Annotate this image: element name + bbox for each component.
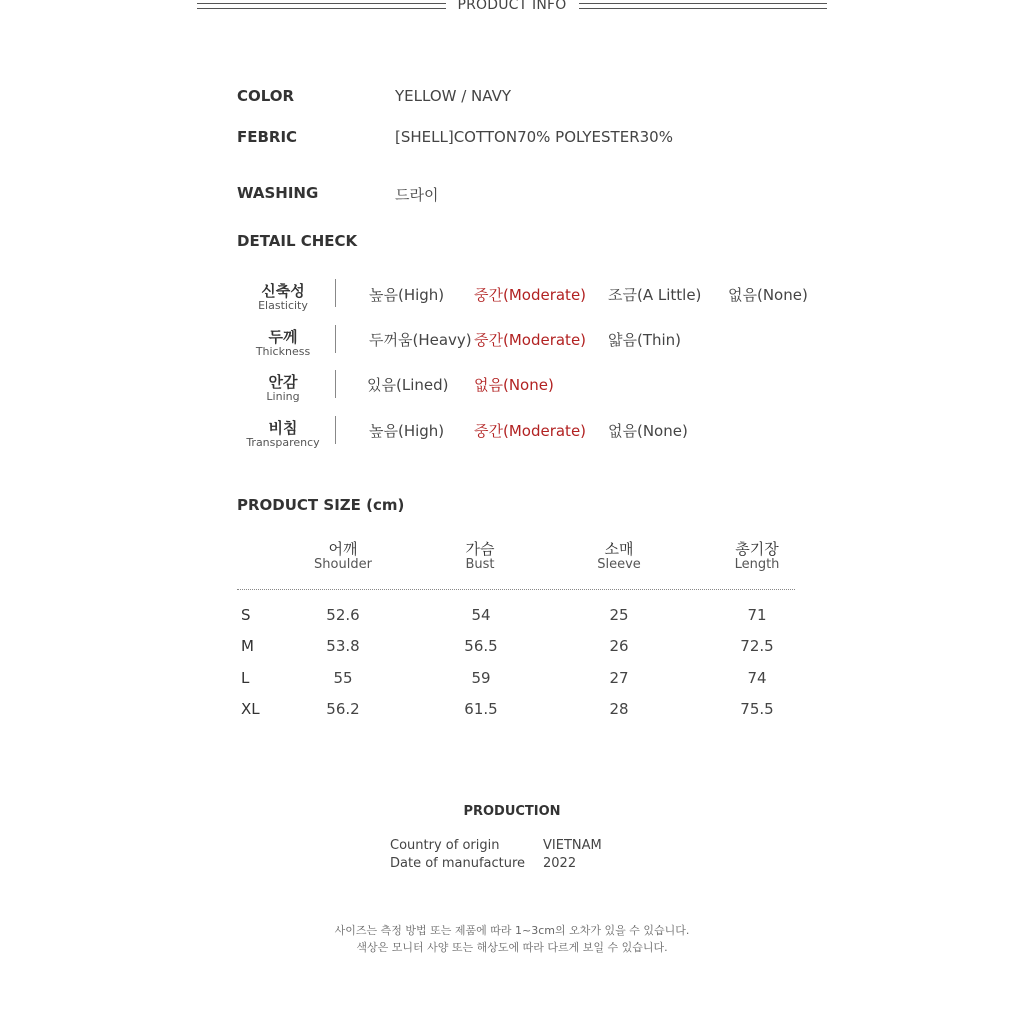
- detail-divider: [335, 416, 336, 444]
- detail-divider: [335, 370, 336, 398]
- detail-sub-elasticity: Elasticity: [258, 299, 308, 312]
- detail-divider: [335, 279, 336, 307]
- washing-label: WASHING: [237, 184, 319, 202]
- production-title: PRODUCTION: [463, 804, 561, 819]
- size-cell: 56.2: [326, 700, 360, 718]
- size-cell: 75.5: [740, 700, 774, 718]
- size-col-sleeve-en: Sleeve: [597, 557, 641, 572]
- size-cell: 27: [609, 669, 629, 687]
- detail-option: 조금(A Little): [608, 286, 702, 304]
- country-of-origin-value: VIETNAM: [543, 838, 602, 853]
- detail-option: 중간(Moderate): [474, 286, 587, 304]
- size-cell: 52.6: [326, 606, 360, 624]
- size-cell: 55: [333, 669, 353, 687]
- size-note: 사이즈는 측정 방법 또는 제품에 따라 1~3cm의 오차가 있을 수 있습니다.: [334, 924, 690, 937]
- fabric-value: [SHELL]COTTON70% POLYESTER30%: [395, 128, 673, 146]
- detail-label-transparency: 비침: [268, 419, 298, 437]
- size-cell: 71: [747, 606, 767, 624]
- washing-value: 드라이: [395, 186, 439, 204]
- size-col-length-en: Length: [734, 557, 780, 572]
- size-row-label: S: [241, 606, 251, 624]
- size-col-sleeve-kr: 소매: [604, 540, 634, 558]
- size-col-shoulder-kr: 어깨: [328, 540, 358, 558]
- detail-divider: [335, 325, 336, 353]
- detail-option: 있음(Lined): [367, 376, 449, 394]
- detail-option: 없음(None): [608, 422, 688, 440]
- size-cell: 54: [471, 606, 491, 624]
- size-cell: 61.5: [464, 700, 498, 718]
- detail-label-lining: 안감: [268, 373, 298, 391]
- detail-option: 중간(Moderate): [474, 331, 587, 349]
- detail-label-elasticity: 신축성: [261, 282, 305, 300]
- size-table-divider: [237, 589, 795, 590]
- detail-sub-thickness: Thickness: [255, 345, 311, 358]
- detail-option: 두꺼움(Heavy): [369, 331, 472, 349]
- date-of-manufacture-value: 2022: [543, 856, 577, 871]
- size-col-bust-en: Bust: [465, 557, 495, 572]
- date-of-manufacture-label: Date of manufacture: [390, 856, 526, 871]
- size-cell: 26: [609, 637, 629, 655]
- detail-label-thickness: 두께: [268, 328, 298, 346]
- size-col-length-kr: 총기장: [735, 540, 779, 558]
- color-note: 색상은 모니터 사양 또는 해상도에 따라 다르게 보일 수 있습니다.: [356, 941, 668, 954]
- detail-option: 높음(High): [369, 286, 445, 304]
- size-col-bust-kr: 가슴: [465, 540, 495, 558]
- detail-sub-lining: Lining: [266, 390, 300, 403]
- product-size-title: PRODUCT SIZE (cm): [237, 496, 405, 514]
- country-of-origin-label: Country of origin: [390, 838, 500, 853]
- detail-sub-transparency: Transparency: [246, 436, 320, 449]
- size-row-label: M: [241, 637, 254, 655]
- page-title: PRODUCT INFO: [457, 0, 567, 13]
- detail-option: 없음(None): [728, 286, 808, 304]
- size-row-label: XL: [241, 700, 260, 718]
- color-label: COLOR: [237, 87, 295, 105]
- size-cell: 74: [747, 669, 767, 687]
- size-cell: 28: [609, 700, 629, 718]
- size-row-label: L: [241, 669, 250, 687]
- detail-check-title: DETAIL CHECK: [237, 232, 358, 250]
- size-cell: 72.5: [740, 637, 774, 655]
- size-cell: 53.8: [326, 637, 360, 655]
- detail-option: 높음(High): [369, 422, 445, 440]
- color-value: YELLOW / NAVY: [395, 87, 511, 105]
- detail-option: 중간(Moderate): [474, 422, 587, 440]
- fabric-label: FEBRIC: [237, 128, 298, 146]
- detail-option: 없음(None): [474, 376, 554, 394]
- size-cell: 56.5: [464, 637, 498, 655]
- detail-option: 얇음(Thin): [608, 331, 682, 349]
- size-cell: 59: [471, 669, 491, 687]
- size-cell: 25: [609, 606, 629, 624]
- size-col-shoulder-en: Shoulder: [314, 557, 372, 572]
